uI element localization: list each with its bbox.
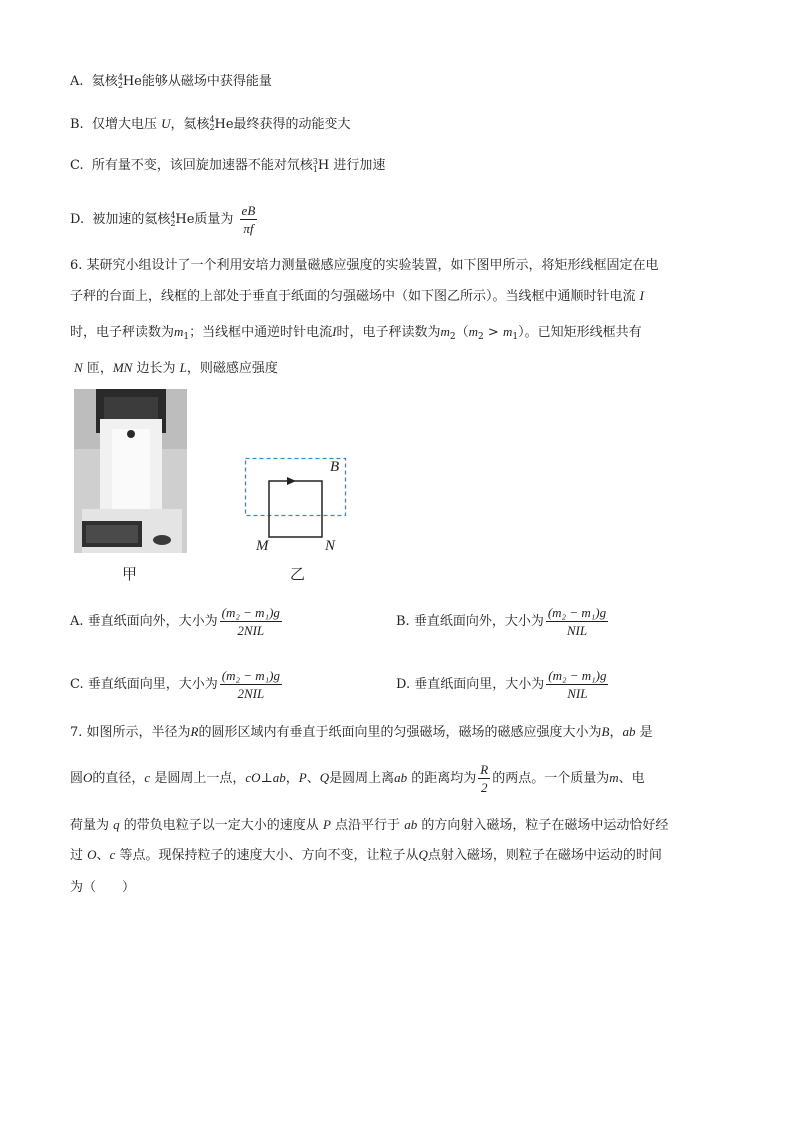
- mass-fraction: $\frac{eB}{\pi f}$: [241, 203, 256, 236]
- q6-line-1: 6. 某研究小组设计了一个利用安培力测量磁感应强度的实验装置，如下图甲所示，将矩形线框固定在电: [70, 258, 659, 273]
- q5-option-d: D. 被加速的氦核 4 2 He质量为 $\frac{eB}{\pi f}$: [70, 203, 256, 236]
- q7-line-2: 圆O的直径，c 是圆周上一点，cO⊥ab，P、Q是圆周上离ab 的距离均为 $\frac{R}{2}$ 的两点。一个质量为m、电: [70, 762, 645, 795]
- scale-photo: [74, 389, 187, 553]
- corner-label-m: M: [256, 538, 269, 554]
- q6-option-c: C. 垂直纸面向里，大小为 $\frac{\text{(m₂ − m₁)g}}{\text{2NIL}}$: [70, 668, 280, 701]
- q6-line-4: N 匝，MN 边长为 L，则磁感应强度: [74, 360, 278, 376]
- q5-option-b: B. 仅增大电压 U，氦核 4 2 He最终获得的动能变大: [70, 115, 351, 132]
- q7-line-5: 为（ ）: [70, 880, 136, 895]
- field-label-b: B: [330, 459, 340, 475]
- q7-line-3: 荷量为 q 的带负电粒子以一定大小的速度从 P 点沿平行于 ab 的方向射入磁场，粒子在磁场中运动恰好经: [70, 817, 669, 833]
- figure-jia-label: 甲: [122, 565, 138, 583]
- q7-line-1: 7. 如图所示，半径为R的圆形区域内有垂直于纸面向里的匀强磁场，磁场的磁感应强度大小为B，ab 是: [70, 724, 653, 740]
- q7-line-4: 过 O、c 等点。现保持粒子的速度大小、方向不变，让粒子从Q点射入磁场，则粒子在磁场中运动的时间: [70, 847, 662, 863]
- q5-option-a: A. 氦核 4 2 He能够从磁场中获得能量: [70, 73, 272, 90]
- q6-option-b: B. 垂直纸面向外，大小为 $\frac{\text{(m₂ − m₁)g}}{\text{NIL}}$: [396, 605, 607, 638]
- q5-option-c: C. 所有量不变，该回旋加速器不能对氘核 3 1 H 进行加速: [70, 157, 386, 174]
- coil-diagram: [240, 452, 360, 552]
- rectangular-coil: [269, 481, 322, 537]
- current-arrow-icon: [287, 477, 296, 485]
- q6-line-2: 子秤的台面上，线框的上部处于垂直于纸面的匀强磁场中（如下图乙所示）。当线框中通顺时针电流 I: [70, 288, 644, 304]
- q6-line-3: 时，电子秤读数为$m_1$；当线框中通逆时针电流I时，电子秤读数为$m_2(m_2 > m_1)$。已知矩形线框共有: [70, 324, 642, 342]
- figure-yi-label: 乙: [290, 565, 306, 583]
- q6-option-a: A. 垂直纸面向外，大小为 $\frac{\text{(m₂ − m₁)g}}{\text{2NIL}}$: [70, 605, 280, 638]
- corner-label-n: N: [325, 538, 336, 554]
- q6-option-d: D. 垂直纸面向里，大小为 $\frac{\text{(m₂ − m₁)g}}{\text{NIL}}$: [396, 668, 607, 701]
- scale-photo-graphic: [74, 389, 187, 553]
